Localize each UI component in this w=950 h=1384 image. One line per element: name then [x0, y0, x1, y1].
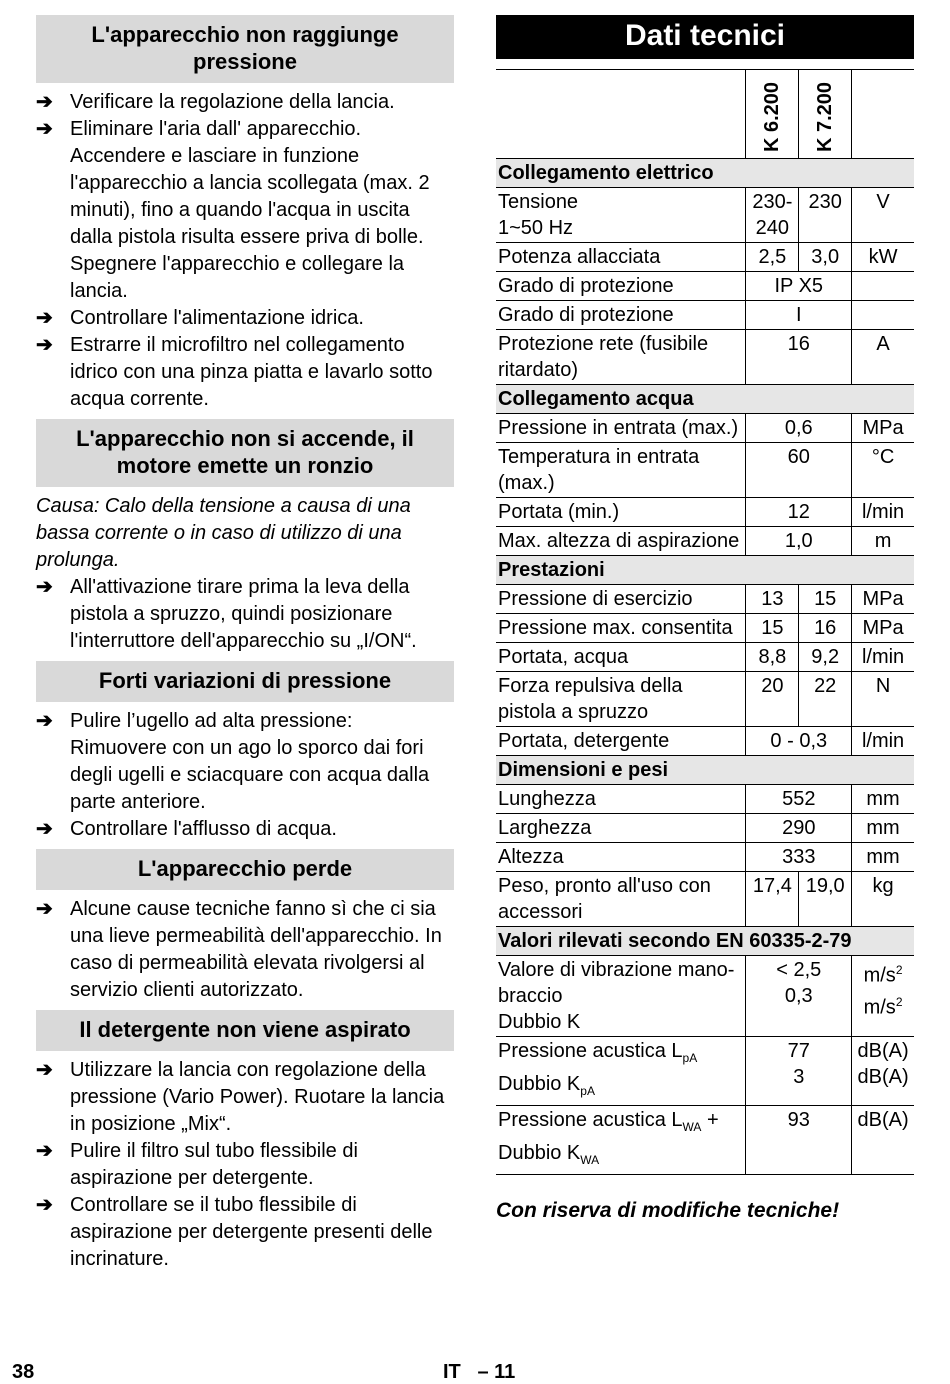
instruction-text: Controllare l'afflusso di acqua. — [70, 818, 337, 840]
table-row — [496, 272, 914, 301]
spec-value-k7: 19,0 — [799, 872, 852, 927]
spec-label: Portata (min.) — [496, 498, 746, 527]
table-row — [496, 330, 914, 385]
spec-label: Potenza allacciata — [496, 243, 746, 272]
spec-unit: MPa — [852, 585, 914, 614]
instruction-item — [36, 1138, 454, 1192]
spec-value: 77 3 — [746, 1037, 852, 1106]
spec-label: Protezione rete (fusibile ritardato) — [496, 330, 746, 385]
spec-unit: l/min — [852, 727, 914, 756]
spec-unit: kg — [852, 872, 914, 927]
instruction-text: Eliminare l'aria dall' apparecchio. Accendere e lasciare in funzione l'apparecchio a lancia scollegata (max. 2 minuti), fino a quando l'acqua in uscita dalla pistola risulta essere priva di bolle. Spegnere l'apparecchio e collegare la lancia. — [70, 118, 430, 302]
table-group-row — [496, 385, 914, 414]
instruction-text: Estrarre il microfiltro nel collegamento idrico con una pinza piatta e lavarlo sotto acqua corrente. — [70, 334, 433, 410]
instruction-item — [36, 1057, 454, 1138]
table-row — [496, 727, 914, 756]
instruction-text: Pulire il filtro sul tubo flessibile di aspirazione per detergente. — [70, 1140, 358, 1189]
spec-value: IP X5 — [746, 272, 852, 301]
table-group-row — [496, 556, 914, 585]
table-row — [496, 872, 914, 927]
table-row — [496, 1037, 914, 1106]
instruction-item — [36, 89, 454, 116]
instruction-text: Pulire l’ugello ad alta pressione: Rimuovere con un ago lo sporco dai fori degli ugelli e sciacquare con acqua dalla parte anteriore. — [70, 710, 430, 813]
page-number: 38 — [12, 1361, 35, 1383]
spec-unit: dB(A) dB(A) — [852, 1037, 914, 1106]
spec-value-k7: 16 — [799, 614, 852, 643]
table-row — [496, 301, 914, 330]
table-group-row — [496, 756, 914, 785]
table-row — [496, 1106, 914, 1175]
section-heading: Forti variazioni di pressione — [36, 661, 454, 702]
spec-unit — [852, 301, 914, 330]
spec-value: I — [746, 301, 852, 330]
spec-value: 333 — [746, 843, 852, 872]
instruction-text: Controllare se il tubo flessibile di aspirazione per detergente presenti delle incrinature. — [70, 1194, 433, 1270]
table-row — [496, 672, 914, 727]
spec-value: 60 — [746, 443, 852, 498]
spec-value-k7: 15 — [799, 585, 852, 614]
group-label: Collegamento elettrico — [496, 159, 914, 188]
spec-unit: A — [852, 330, 914, 385]
spec-label: Grado di protezione — [496, 301, 746, 330]
table-row — [496, 243, 914, 272]
section-heading: L'apparecchio non si accende, il motore emette un ronzio — [36, 419, 454, 487]
spec-label: Max. altezza di aspirazione — [496, 527, 746, 556]
table-row — [496, 498, 914, 527]
table-row — [496, 188, 914, 243]
spec-unit: MPa — [852, 614, 914, 643]
cause-text: Causa: Calo della tensione a causa di una bassa corrente o in caso di utilizzo di una prolunga. — [36, 495, 411, 571]
spec-label: Forza repulsiva della pistola a spruzzo — [496, 672, 746, 727]
spec-unit: mm — [852, 843, 914, 872]
instruction-item — [36, 896, 454, 1004]
language-page-label: IT – 11 — [443, 1361, 516, 1383]
spec-value-k7: 22 — [799, 672, 852, 727]
spec-unit: MPa — [852, 414, 914, 443]
spec-unit: $m/s^2$ $m/s^2$ — [852, 956, 914, 1037]
table-row — [496, 443, 914, 498]
spec-value-k6: 13 — [746, 585, 799, 614]
section-heading: L'apparecchio non raggiunge pressione — [36, 15, 454, 83]
arrow-right-icon: ➔ — [36, 91, 53, 113]
spec-label: Portata, detergente — [496, 727, 746, 756]
section-heading: Il detergente non viene aspirato — [36, 1010, 454, 1051]
spec-unit: N — [852, 672, 914, 727]
table-row — [496, 843, 914, 872]
spec-value: 290 — [746, 814, 852, 843]
spec-label: Valore di vibrazione mano-braccio Dubbio K — [496, 956, 746, 1037]
table-row — [496, 785, 914, 814]
arrow-right-icon: ➔ — [36, 334, 53, 356]
spec-label: Altezza — [496, 843, 746, 872]
model-header-k7: K 7.200 — [799, 70, 852, 159]
instruction-text: All'attivazione tirare prima la leva della pistola a spruzzo, quindi posizionare l'interruttore dell'apparecchio su „I/ON“. — [70, 576, 417, 652]
spec-label: Tensione 1~50 Hz — [496, 188, 746, 243]
table-group-row — [496, 159, 914, 188]
spec-unit: l/min — [852, 643, 914, 672]
spec-value-k7: 3,0 — [799, 243, 852, 272]
instruction-text: Alcune cause tecniche fanno sì che ci sia una lieve permeabilità dell'apparecchio. In caso di permeabilità elevata rivolgersi al servizio clienti autorizzato. — [70, 898, 442, 1001]
spec-label: Larghezza — [496, 814, 746, 843]
table-row — [496, 614, 914, 643]
group-label: Valori rilevati secondo EN 60335-2-79 — [496, 927, 914, 956]
arrow-right-icon: ➔ — [36, 1194, 53, 1216]
table-row — [496, 643, 914, 672]
spec-value: 1,0 — [746, 527, 852, 556]
modification-note: Con riserva di modifiche tecniche! — [496, 1199, 840, 1222]
instruction-item — [36, 574, 454, 655]
spec-unit: V — [852, 188, 914, 243]
spec-value-k7: 9,2 — [799, 643, 852, 672]
spec-value: 12 — [746, 498, 852, 527]
spec-value: 93 — [746, 1106, 852, 1175]
table-row — [496, 585, 914, 614]
arrow-right-icon: ➔ — [36, 818, 53, 840]
spec-unit: dB(A) — [852, 1106, 914, 1175]
spec-label: Portata, acqua — [496, 643, 746, 672]
model-header-k6: K 6.200 — [746, 70, 799, 159]
spec-label: Peso, pronto all'uso con accessori — [496, 872, 746, 927]
spec-unit: mm — [852, 785, 914, 814]
arrow-right-icon: ➔ — [36, 898, 53, 920]
instruction-item — [36, 816, 454, 843]
left-column — [36, 15, 454, 1279]
spec-value-k6: 15 — [746, 614, 799, 643]
spec-label: Pressione acustica $L_{WA}$ + Dubbio $K_{WA}$ — [496, 1106, 746, 1175]
group-label: Dimensioni e pesi — [496, 756, 914, 785]
spec-unit: °C — [852, 443, 914, 498]
table-row — [496, 414, 914, 443]
arrow-right-icon: ➔ — [36, 1059, 53, 1081]
spec-value-k6: 2,5 — [746, 243, 799, 272]
spec-label: Lunghezza — [496, 785, 746, 814]
instruction-text: Controllare l'alimentazione idrica. — [70, 307, 364, 329]
instruction-text: Utilizzare la lancia con regolazione della pressione (Vario Power). Ruotare la lancia in posizione „Mix“. — [70, 1059, 445, 1135]
instruction-text: Verificare la regolazione della lancia. — [70, 91, 395, 113]
spec-label: Pressione di esercizio — [496, 585, 746, 614]
spec-unit: m — [852, 527, 914, 556]
technical-data-title: Dati tecnici — [496, 15, 914, 59]
table-row — [496, 527, 914, 556]
spec-value: 16 — [746, 330, 852, 385]
spec-unit: kW — [852, 243, 914, 272]
spec-label: Temperatura in entrata (max.) — [496, 443, 746, 498]
spec-value: 0 - 0,3 — [746, 727, 852, 756]
instruction-item — [36, 116, 454, 305]
spec-unit — [852, 272, 914, 301]
arrow-right-icon: ➔ — [36, 710, 53, 732]
spec-label: Grado di protezione — [496, 272, 746, 301]
spec-value-k7: 230 — [799, 188, 852, 243]
spec-value-k6: 20 — [746, 672, 799, 727]
spec-unit: l/min — [852, 498, 914, 527]
spec-unit: mm — [852, 814, 914, 843]
spec-label: Pressione max. consentita — [496, 614, 746, 643]
table-group-row — [496, 927, 914, 956]
spec-value: 552 — [746, 785, 852, 814]
instruction-item — [36, 332, 454, 413]
technical-data-table — [496, 69, 914, 1175]
arrow-right-icon: ➔ — [36, 118, 53, 140]
spec-value-k6: 230- 240 — [746, 188, 799, 243]
spec-value: < 2,5 0,3 — [746, 956, 852, 1037]
table-row — [496, 814, 914, 843]
instruction-item — [36, 708, 454, 816]
group-label: Prestazioni — [496, 556, 914, 585]
spec-value: 0,6 — [746, 414, 852, 443]
instruction-item — [36, 305, 454, 332]
arrow-right-icon: ➔ — [36, 1140, 53, 1162]
spec-label: Pressione in entrata (max.) — [496, 414, 746, 443]
group-label: Collegamento acqua — [496, 385, 914, 414]
arrow-right-icon: ➔ — [36, 576, 53, 598]
spec-value-k6: 8,8 — [746, 643, 799, 672]
section-heading: L'apparecchio perde — [36, 849, 454, 890]
spec-label: Pressione acustica $L_{pA}$ Dubbio $K_{pA}$ — [496, 1037, 746, 1106]
right-column — [496, 15, 914, 1223]
spec-value-k6: 17,4 — [746, 872, 799, 927]
arrow-right-icon: ➔ — [36, 307, 53, 329]
instruction-item — [36, 1192, 454, 1273]
table-row — [496, 956, 914, 1037]
